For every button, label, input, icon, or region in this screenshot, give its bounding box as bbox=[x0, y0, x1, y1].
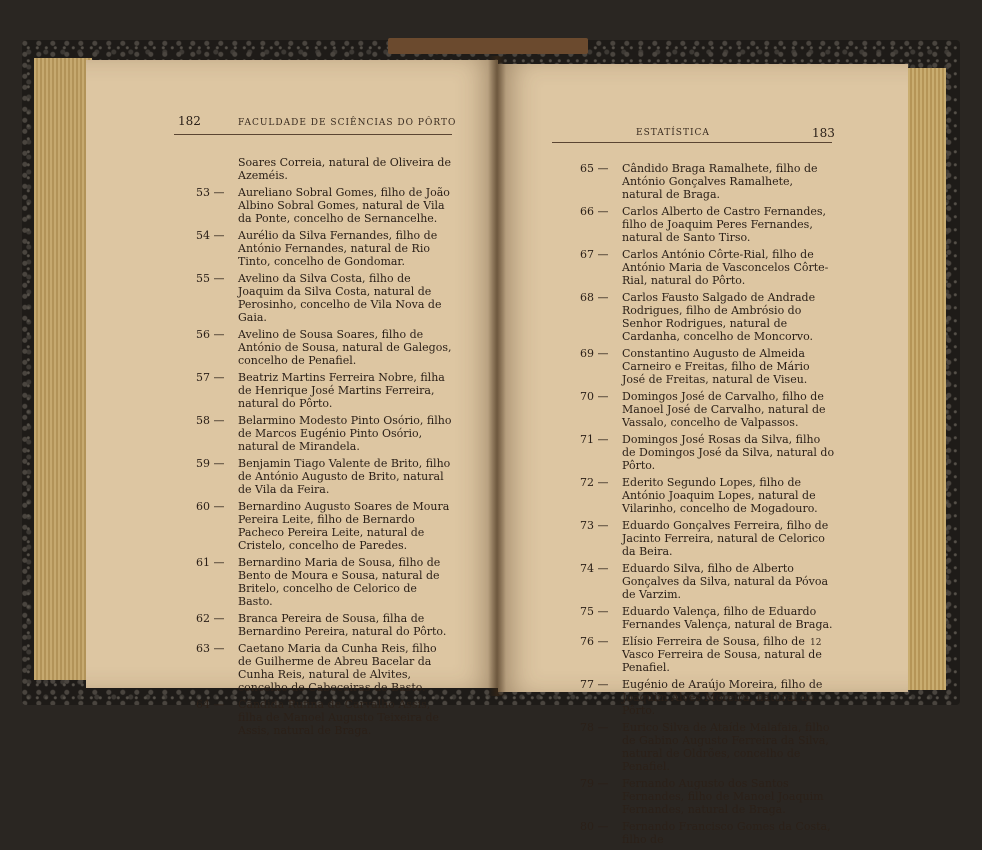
list-item bbox=[196, 698, 452, 737]
entry-text: Beatriz Martins Ferreira Nobre, filha de Henrique José Martins Ferreira, natural do Pôrto. bbox=[238, 371, 445, 410]
entry-number: 78 — bbox=[580, 721, 609, 734]
list-item bbox=[196, 642, 452, 694]
list-item bbox=[196, 500, 452, 552]
entry-number: 76 — bbox=[580, 635, 609, 648]
entry-number: 75 — bbox=[580, 605, 609, 618]
entry-text: Fernando Francisco Gomes da Costa, filho de bbox=[622, 820, 831, 846]
list-item bbox=[580, 248, 836, 287]
signature-mark: 12 bbox=[810, 638, 822, 648]
entry-text: Domingos José de Carvalho, filho de Manoel José de Carvalho, natural de Vassalo, concelho de Valpassos. bbox=[622, 390, 826, 429]
entry-number: 63 — bbox=[196, 642, 225, 655]
entry-text: Carlos Fausto Salgado de Andrade Rodrigues, filho de Ambrósio do Senhor Rodrigues, natural de Cardanha, concelho de Moncorvo. bbox=[622, 291, 816, 343]
list-item bbox=[580, 820, 836, 846]
list-item bbox=[580, 347, 836, 386]
entry-text: Carlos António Côrte-Rial, filho de António Maria de Vasconcelos Côrte-Rial, natural do Pôrto. bbox=[622, 248, 829, 287]
entry-text: Eduardo Silva, filho de Alberto Gonçalves da Silva, natural da Póvoa de Varzim. bbox=[622, 562, 829, 601]
entry-number: 77 — bbox=[580, 678, 609, 691]
entry-number: 65 — bbox=[580, 162, 609, 175]
page-number: 183 bbox=[812, 126, 835, 140]
entry-number: 73 — bbox=[580, 519, 609, 532]
list-item bbox=[196, 457, 452, 496]
list-item bbox=[580, 433, 836, 472]
list-item bbox=[196, 328, 452, 367]
entry-number: 53 — bbox=[196, 186, 225, 199]
page-number: 182 bbox=[178, 114, 201, 128]
list-item bbox=[580, 721, 836, 773]
running-head: ESTATÍSTICA bbox=[636, 128, 710, 138]
entry-text: Avelino da Silva Costa, filho de Joaquim da Silva Costa, natural de Perosinho, concelho de Vila Nova de Gaia. bbox=[238, 272, 442, 324]
entry-text: Soares Correia, natural de Oliveira de Azeméis. bbox=[238, 156, 451, 182]
entry-text: Benjamin Tiago Valente de Brito, filho de António Augusto de Brito, natural de Vila da Feira. bbox=[238, 457, 451, 496]
book-gutter bbox=[488, 56, 506, 696]
list-item bbox=[580, 390, 836, 429]
header-rule bbox=[552, 142, 832, 143]
entry-number: 66 — bbox=[580, 205, 609, 218]
entry-number: 58 — bbox=[196, 414, 225, 427]
left-page-edges bbox=[34, 58, 92, 680]
entry-list bbox=[580, 162, 836, 850]
entry-number: 60 — bbox=[196, 500, 225, 513]
list-item bbox=[580, 291, 836, 343]
list-item bbox=[580, 635, 836, 674]
entry-number: 64 — bbox=[196, 698, 225, 711]
entry-number: 71 — bbox=[580, 433, 609, 446]
list-item bbox=[196, 371, 452, 410]
entry-number: 62 — bbox=[196, 612, 225, 625]
header-rule bbox=[174, 134, 452, 135]
entry-number: 56 — bbox=[196, 328, 225, 341]
entry-text: Constantino Augusto de Almeida Carneiro e Freitas, filho de Mário José de Freitas, natural de Viseu. bbox=[622, 347, 810, 386]
continuation-entry bbox=[196, 156, 452, 182]
left-page bbox=[86, 60, 498, 737]
list-item bbox=[580, 162, 836, 201]
entry-text: Elísio Ferreira de Sousa, filho de Vasco Ferreira de Sousa, natural de Penafiel. bbox=[622, 635, 822, 674]
entry-number: 67 — bbox=[580, 248, 609, 261]
entry-number: 72 — bbox=[580, 476, 609, 489]
entry-text: Avelino de Sousa Soares, filho de António de Sousa, natural de Galegos, concelho de Penafiel. bbox=[238, 328, 452, 367]
entry-text: Cândido Braga Ramalhete, filho de António Gonçalves Ramalhete, natural de Braga. bbox=[622, 162, 818, 201]
entry-text: Eugénio de Araújo Moreira, filho de Joaquim Alves Moreira, natural do Pôrto. bbox=[622, 678, 823, 717]
entry-text: Eurico Silva de Ataíde Malafaia, filho de Gabino Augusto Ferreira da Silva, natural de Oldrões, concelho de Penafiel. bbox=[622, 721, 830, 773]
entry-number: 74 — bbox=[580, 562, 609, 575]
entry-number: 61 — bbox=[196, 556, 225, 569]
list-item bbox=[196, 272, 452, 324]
entry-number: 54 — bbox=[196, 229, 225, 242]
list-item bbox=[580, 678, 836, 717]
entry-text: Eduardo Gonçalves Ferreira, filho de Jacinto Ferreira, natural de Celorico da Beira. bbox=[622, 519, 829, 558]
entry-list bbox=[196, 156, 452, 741]
entry-text: Domingos José Rosas da Silva, filho de Domingos José da Silva, natural do Pôrto. bbox=[622, 433, 835, 472]
list-item bbox=[580, 205, 836, 244]
entry-number: 79 — bbox=[580, 777, 609, 790]
right-page bbox=[498, 64, 908, 846]
entry-text: Aurélio da Silva Fernandes, filho de António Fernandes, natural de Rio Tinto, concelho de Gondomar. bbox=[238, 229, 438, 268]
entry-number: 68 — bbox=[580, 291, 609, 304]
running-head: FACULDADE DE SCIÊNCIAS DO PÔRTO bbox=[238, 118, 457, 128]
list-item bbox=[580, 476, 836, 515]
entry-number: 80 — bbox=[580, 820, 609, 833]
entry-text: Bernardino Maria de Sousa, filho de Bento de Moura e Sousa, natural de Britelo, concelho de Celorico de Basto. bbox=[238, 556, 441, 608]
list-item bbox=[580, 605, 836, 631]
list-item bbox=[196, 186, 452, 225]
entry-text: Carlos Alberto de Castro Fernandes, filho de Joaquim Peres Fernandes, natural de Santo Tirso. bbox=[622, 205, 827, 244]
entry-number: 59 — bbox=[196, 457, 225, 470]
entry-number: 70 — bbox=[580, 390, 609, 403]
entry-number: 57 — bbox=[196, 371, 225, 384]
list-item bbox=[580, 519, 836, 558]
entry-text: Aureliano Sobral Gomes, filho de João Albino Sobral Gomes, natural de Vila da Ponte, concelho de Sernancelhe. bbox=[238, 186, 450, 225]
entry-text: Caetano Maria da Cunha Reis, filho de Guilherme de Abreu Bacelar da Cunha Reis, natural de Alvites, concelho de Cabeceiras de Basto. bbox=[238, 642, 437, 694]
entry-text: Belarmino Modesto Pinto Osório, filho de Marcos Eugénio Pinto Osório, natural de Mirandela. bbox=[238, 414, 452, 453]
entry-text: Branca Pereira de Sousa, filha de Bernardino Pereira, natural do Pôrto. bbox=[238, 612, 447, 638]
list-item bbox=[580, 777, 836, 816]
list-item bbox=[196, 612, 452, 638]
list-item bbox=[196, 229, 452, 268]
book-spine bbox=[388, 38, 588, 54]
entry-text: Cândida Rufina de Carvalho Assis, filha de Manoel Augusto Teixeira de Assis, natural de Braga. bbox=[238, 698, 440, 737]
entry-text: Ederito Segundo Lopes, filho de António Joaquim Lopes, natural de Vilarinho, concelho de Mogadouro. bbox=[622, 476, 818, 515]
entry-text: Fernando Augusto dos Santos Fernandes, filho de Manoel Joaquim Fernandes, natural de Braga. bbox=[622, 777, 824, 816]
entry-number: 55 — bbox=[196, 272, 225, 285]
entry-text: Bernardino Augusto Soares de Moura Pereira Leite, filho de Bernardo Pacheco Pereira Leite, natural de Cristelo, concelho de Paredes. bbox=[238, 500, 450, 552]
list-item bbox=[196, 556, 452, 608]
list-item bbox=[580, 562, 836, 601]
list-item bbox=[196, 414, 452, 453]
entry-number: 69 — bbox=[580, 347, 609, 360]
entry-text: Eduardo Valença, filho de Eduardo Fernandes Valença, natural de Braga. bbox=[622, 605, 833, 631]
